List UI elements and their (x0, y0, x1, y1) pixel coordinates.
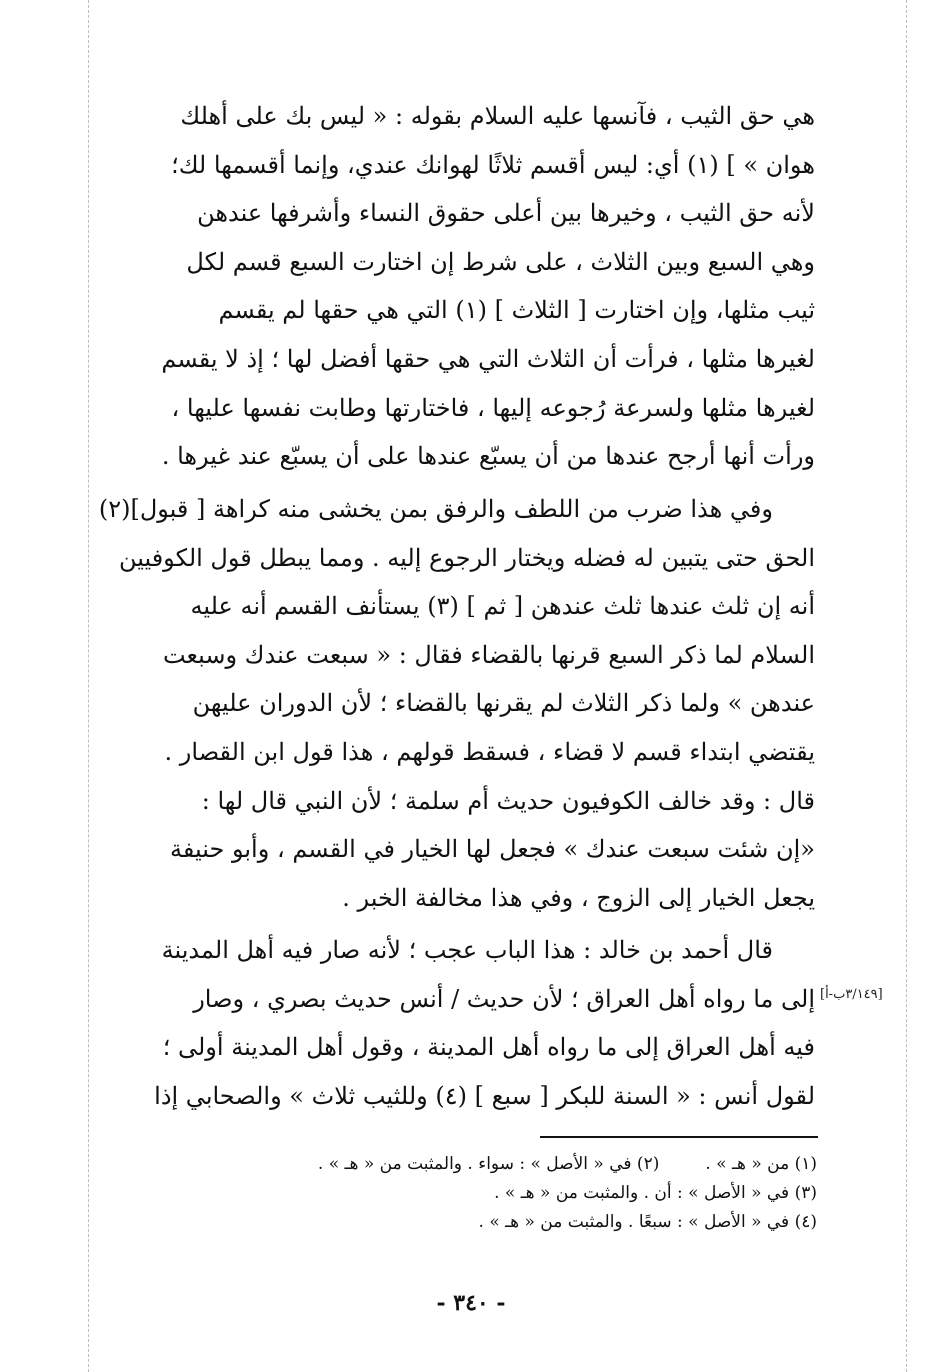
text-line: السلام لما ذكر السبع قرنها بالقضاء فقال : « سبعت عندك وسبعت (162, 640, 815, 669)
text-line: لغيرها مثلها ، فرأت أن الثلاث التي هي حقها أفضل لها ؛ إذ لا يقسم (161, 344, 815, 373)
footnote-3: (٣) في « الأصل » : أن . والمثبت من « هـ » . (494, 1183, 817, 1203)
paragraph-3 (135, 926, 815, 1120)
text-line: لأنه حق الثيب ، وخيرها بين أعلى حقوق النساء وأشرفها عندهن (197, 199, 815, 228)
text-line: الحق حتى يتبين له فضله ويختار الرجوع إليه . ومما يبطل قول الكوفيين (118, 543, 815, 572)
footnote-1: (١) من « هـ » . (705, 1154, 817, 1174)
footnote-line-1 (180, 1150, 817, 1179)
paragraph-2 (98, 485, 815, 922)
scan-edge-left (88, 0, 89, 1372)
text-line: «إن شئت سبعت عندك » فجعل لها الخيار في القسم ، وأبو حنيفة (170, 835, 815, 864)
page-number: - ٣٤٠ - (436, 1290, 506, 1316)
text-line: وفي هذا ضرب من اللطف والرفق بمن يخشى منه كراهة [ قبول](٢) (98, 495, 773, 523)
footnote-2: (٢) في « الأصل » : سواء . والمثبت من « هـ » . (317, 1154, 660, 1174)
footnotes (180, 1150, 817, 1237)
text-line: ورأت أنها أرجح عندها من أن يسبّع عندها على أن يسبّع عند غيرها . (161, 442, 815, 471)
text-line: لغيرها مثلها ولسرعة رُجوعه إليها ، فاختارتها وطابت نفسها عليها ، (171, 393, 815, 422)
footnote-4: (٤) في « الأصل » : سبعًا . والمثبت من « هـ » . (478, 1212, 817, 1232)
text-line: يقتضي ابتداء قسم لا قضاء ، فسقط قولهم ، هذا قول ابن القصار . (164, 737, 815, 766)
manuscript-folio-reference: [٣/١٤٩ب-أ] (820, 987, 883, 1002)
text-line: ثيب مثلها، وإن اختارت [ الثلاث ] (١) التي هي حقها لم يقسم (218, 296, 815, 325)
text-line: قال أحمد بن خالد : هذا الباب عجب ؛ لأنه صار فيه أهل المدينة (161, 936, 773, 964)
text-line: يجعل الخيار إلى الزوج ، وفي هذا مخالفة الخبر . (342, 883, 815, 912)
text-line: أنه إن ثلث عندها ثلث عندهن [ ثم ] (٣) يستأنف القسم أنه عليه (190, 592, 815, 621)
text-line: لقول أنس : « السنة للبكر [ سبع ] (٤) وللثيب ثلاث » والصحابي إذا (154, 1081, 815, 1110)
scan-edge-right (906, 0, 907, 1372)
paragraph-1 (135, 92, 815, 481)
footnote-line-3 (180, 1208, 817, 1237)
text-line: هوان » ] (١) أي: ليس أقسم ثلاثًا لهوانك عندي، وإنما أقسمها لك؛ (171, 150, 815, 179)
text-line: وهي السبع وبين الثلاث ، على شرط إن اختارت السبع قسم لكل (186, 247, 815, 276)
text-line: قال : وقد خالف الكوفيون حديث أم سلمة ؛ لأن النبي قال لها : (201, 786, 815, 815)
text-line: هي حق الثيب ، فآنسها عليه السلام بقوله : « ليس بك على أهلك (180, 102, 815, 130)
footnote-divider (540, 1136, 818, 1138)
footnote-line-2 (180, 1179, 817, 1208)
text-line: عندهن » ولما ذكر الثلاث لم يقرنها بالقضاء ؛ لأن الدوران عليهن (192, 689, 815, 718)
text-line: إلى ما رواه أهل العراق ؛ لأن حديث / أنس حديث بصري ، وصار (193, 984, 815, 1013)
text-line: فيه أهل العراق إلى ما رواه أهل المدينة ، وقول أهل المدينة أولى ؛ (162, 1033, 815, 1062)
